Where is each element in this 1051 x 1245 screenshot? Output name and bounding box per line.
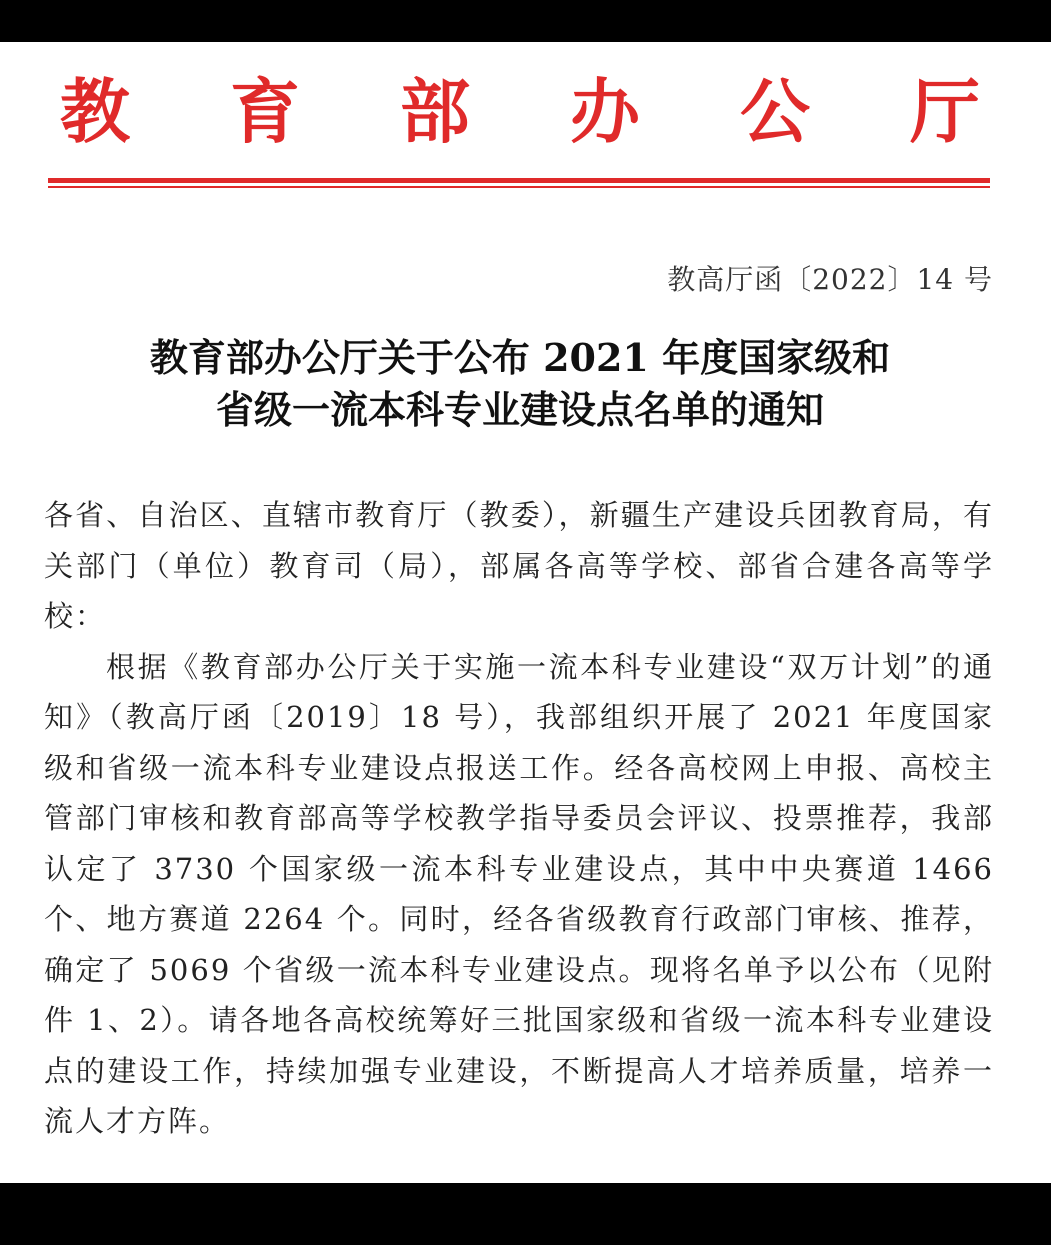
letterhead-rule-thick: [48, 178, 990, 183]
document-body: [44, 490, 994, 1147]
main-paragraph: 根据《教育部办公厅关于实施一流本科专业建设“双万计划”的通知》（教高厅函〔2019〕18 号），我部组织开展了 2021 年度国家级和省级一流本科专业建设点报送工作。经各高校网上申报、高校主管部门审核和教育部高等学校教学指导委员会评议、投票推荐，我部认定了 3730 个国家级一流本科专业建设点，其中中央赛道 1466 个、地方赛道 2264 个。同时，经各省级教育行政部门审核、推荐，确定了 5069 个省级一流本科专业建设点。现将名单予以公布（见附件 1、2）。请各地各高校统筹好三批国家级和省级一流本科专业建设点的建设工作，持续加强专业建设，不断提高人才培养质量，培养一流人才方阵。: [44, 649, 994, 1138]
title-line-1: 教育部办公厅关于公布 2021 年度国家级和: [149, 335, 891, 380]
letterhead-char: 教: [60, 70, 130, 153]
document-title: [40, 332, 1000, 436]
document-page: [0, 42, 1051, 1183]
document-number: 教高厅函〔2022〕14 号: [667, 263, 993, 296]
top-black-bar: [0, 0, 1051, 42]
letterhead-char: 公: [740, 70, 810, 153]
letterhead-char: 办: [570, 70, 640, 153]
letterhead: [60, 72, 980, 152]
title-line-2: 省级一流本科专业建设点名单的通知: [215, 387, 824, 432]
bottom-black-bar: [0, 1183, 1051, 1245]
letterhead-char: 育: [230, 70, 300, 153]
letterhead-char: 厅: [910, 70, 980, 153]
letterhead-char: 部: [400, 70, 470, 153]
letterhead-rule-thin: [48, 186, 990, 188]
addressee-paragraph: 各省、自治区、直辖市教育厅（教委），新疆生产建设兵团教育局，有关部门（单位）教育司（局），部属各高等学校、部省合建各高等学校：: [44, 498, 994, 633]
